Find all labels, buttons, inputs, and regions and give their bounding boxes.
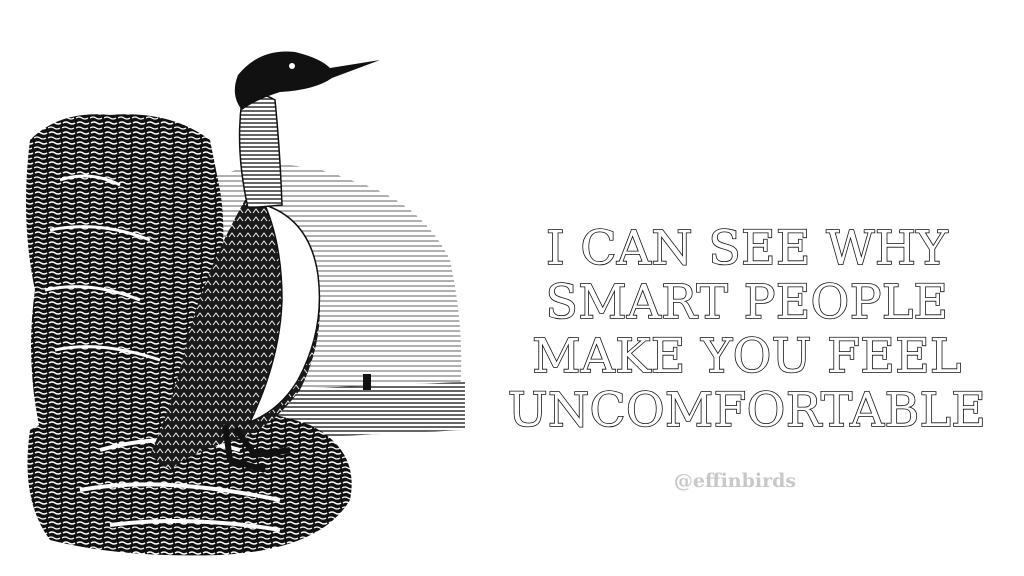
bird-neck	[240, 95, 282, 208]
caption-line-1: I CAN SEE WHY	[545, 221, 949, 276]
distant-figure	[363, 374, 371, 390]
caption-line-4: UNCOMFORTABLE	[507, 383, 987, 438]
credit-handle: @effinbirds	[673, 470, 797, 492]
caption	[492, 222, 1002, 438]
bird-eye	[289, 63, 295, 69]
bird-engraving-illustration	[20, 30, 475, 560]
caption-line-3: MAKE YOU FEEL	[532, 329, 962, 384]
caption-line-2: SMART PEOPLE	[545, 275, 949, 330]
